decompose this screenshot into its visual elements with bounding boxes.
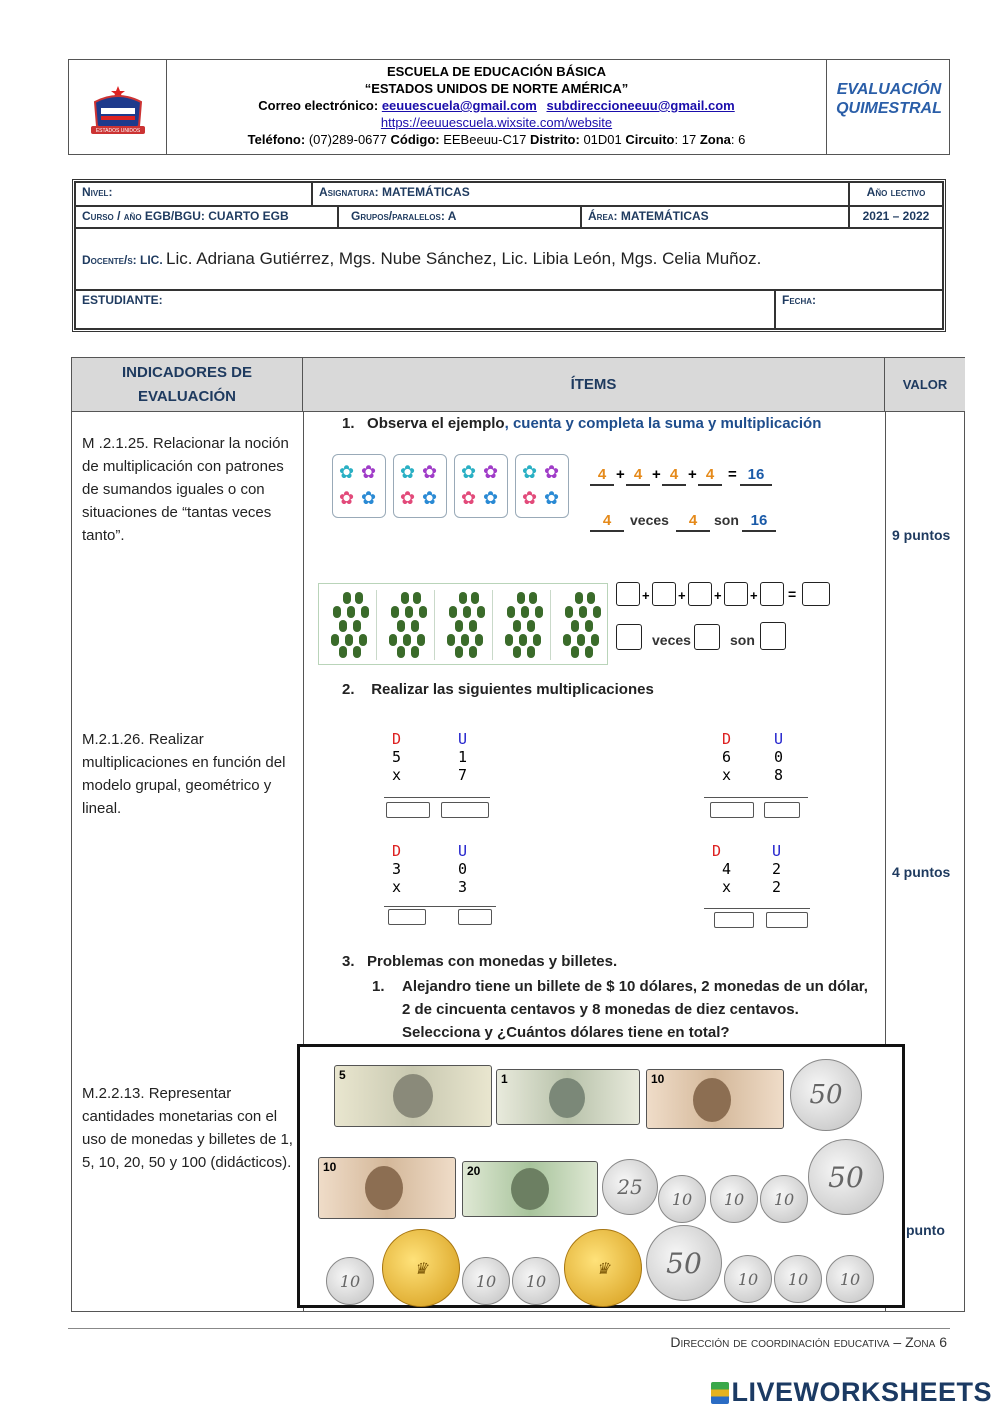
- units-header: U: [772, 842, 782, 860]
- coin-value: 10: [671, 1189, 693, 1209]
- sum-answer-row: [608, 580, 848, 612]
- subproblem-number: 1.: [372, 978, 385, 995]
- coin-10-cents[interactable]: [658, 1175, 706, 1223]
- header-indicators-line-2: EVALUACIÓN: [137, 387, 237, 405]
- website-link[interactable]: https://eeuuescuela.wixsite.com/website: [380, 115, 613, 130]
- cactus-icon: [579, 606, 587, 618]
- school-logo: [69, 60, 167, 154]
- district-value: 01D01: [583, 132, 622, 147]
- bill-denomination: 5: [339, 1068, 346, 1082]
- cactus-icon: [461, 634, 469, 646]
- cactus-icon: [527, 646, 535, 658]
- times-answer-row: [608, 622, 848, 656]
- cactus-icon: [353, 620, 361, 632]
- cactus-icon: [339, 620, 347, 632]
- cactus-icon: [469, 646, 477, 658]
- docentes-row: [75, 228, 943, 290]
- tens-header: D: [722, 730, 732, 748]
- bill-10-dollar[interactable]: [646, 1069, 784, 1129]
- cactus-icon: [477, 606, 485, 618]
- bill-denomination: 20: [467, 1164, 481, 1178]
- question-3-title: [342, 953, 617, 970]
- coin-value: 10: [723, 1189, 745, 1209]
- cactus-icon: [355, 592, 363, 604]
- cactus-icon: [571, 646, 579, 658]
- school-year: 2021 – 2022: [849, 206, 943, 228]
- ano-lectivo-label: Año lectivo: [849, 182, 943, 206]
- answer-box-tens[interactable]: [714, 912, 754, 928]
- curso-label: Curso / año EGB/BGU: CUARTO EGB: [75, 206, 338, 228]
- plus-sign: +: [616, 466, 625, 483]
- units-header: U: [774, 730, 784, 748]
- coin-50-cents[interactable]: [808, 1139, 884, 1215]
- evaluation-line-1: EVALUACIÓN: [836, 81, 942, 98]
- coin-value: 50: [666, 1246, 702, 1280]
- equals-sign: =: [728, 466, 737, 483]
- coin-1-dollar[interactable]: [382, 1229, 460, 1307]
- top-units-digit: 2: [772, 860, 782, 878]
- cactus-icon: [417, 634, 425, 646]
- cactus-group: [441, 590, 493, 660]
- district-label: Distrito:: [529, 132, 580, 147]
- question-2-number: 2.: [342, 681, 355, 698]
- school-header: [68, 59, 950, 155]
- liberty-icon: ♛: [413, 1258, 429, 1278]
- date-field[interactable]: [775, 290, 943, 329]
- zone-value: : 6: [730, 132, 746, 147]
- plus-sign: +: [688, 466, 697, 483]
- cactus-icon: [397, 646, 405, 658]
- coin-10-cents[interactable]: [774, 1255, 822, 1303]
- coin-value: 10: [773, 1189, 795, 1209]
- example-addend: 4: [590, 466, 614, 486]
- cactus-icon: [347, 606, 355, 618]
- cactus-group: [557, 590, 609, 660]
- circuit-label: Circuito: [625, 132, 675, 147]
- times-answer-value[interactable]: [694, 624, 720, 650]
- sum-answer-box-1[interactable]: [616, 582, 640, 606]
- cactus-icon: [507, 606, 515, 618]
- cactus-icon: [529, 592, 537, 604]
- coin-10-cents[interactable]: [462, 1257, 510, 1305]
- cactus-icon: [419, 606, 427, 618]
- sum-answer-box-3[interactable]: [688, 582, 712, 606]
- top-units-digit: 1: [458, 748, 468, 766]
- coin-value: 10: [737, 1269, 759, 1289]
- example-addend: 4: [698, 466, 722, 486]
- times-sign: x: [722, 878, 732, 896]
- plus-sign: +: [642, 588, 650, 603]
- value-1: 9 puntos: [892, 527, 951, 543]
- question-1-title: [342, 415, 821, 432]
- equals-sign: =: [788, 586, 797, 602]
- example-times: [590, 512, 820, 534]
- code-value: EEBeeuu-C17: [443, 132, 527, 147]
- cactus-icon: [411, 646, 419, 658]
- cactus-icon: [459, 592, 467, 604]
- top-units-digit: 0: [774, 748, 784, 766]
- cactus-icon: [449, 606, 457, 618]
- example-times-value: 4: [676, 512, 710, 532]
- cactus-icon: [505, 634, 513, 646]
- cactus-icon: [339, 646, 347, 658]
- cactus-icon: [469, 620, 477, 632]
- son-label: son: [730, 632, 755, 648]
- liveworksheets-brand[interactable]: [711, 1377, 992, 1408]
- grupos-label: Grupos/paralelos: A: [338, 206, 581, 228]
- student-info-table: [72, 179, 946, 332]
- header-value: VALOR: [885, 358, 965, 412]
- email-label: Correo electrónico:: [258, 98, 379, 113]
- liberty-icon: ♛: [595, 1258, 611, 1278]
- tens-header: D: [712, 842, 722, 860]
- cactus-icon: [521, 606, 529, 618]
- coin-value: 10: [839, 1269, 861, 1289]
- coin-1-dollar[interactable]: [564, 1229, 642, 1307]
- units-header: U: [458, 730, 468, 748]
- question-1-text-b: , cuenta y completa la suma y multiplicación: [504, 415, 822, 432]
- liveworksheets-text: LIVEWORKSHEETS: [731, 1377, 992, 1407]
- multiplier-digit: 8: [774, 766, 784, 784]
- cactus-icon: [563, 634, 571, 646]
- cactus-icon: [455, 646, 463, 658]
- cactus-icon: [331, 634, 339, 646]
- answer-box-units[interactable]: [766, 912, 808, 928]
- coin-value: 10: [787, 1269, 809, 1289]
- top-tens-digit: 4: [722, 860, 732, 878]
- indicator-1: M .2.1.25. Relacionar la noción de multiplicación con patrones de sumandos iguales o con situaciones de “tantas veces tanto”.: [82, 435, 289, 544]
- zone-label: Zona: [699, 132, 731, 147]
- tens-header: D: [392, 730, 402, 748]
- times-sign: x: [722, 766, 732, 784]
- cactus-icon: [359, 634, 367, 646]
- answer-box-units[interactable]: [764, 802, 800, 818]
- bill-5-dollar[interactable]: [334, 1065, 492, 1127]
- email-link-2[interactable]: subdireccioneeuu@gmail.com: [546, 98, 735, 113]
- coin-value: 10: [475, 1271, 497, 1291]
- coin-50-cents[interactable]: [646, 1225, 722, 1301]
- cactus-icon: [585, 620, 593, 632]
- cactus-icon: [447, 634, 455, 646]
- top-tens-digit: 6: [722, 748, 732, 766]
- cactus-icon: [575, 592, 583, 604]
- times-sign: x: [392, 766, 402, 784]
- question-3-subproblem: [372, 975, 872, 1044]
- example-addend: 4: [662, 466, 686, 486]
- veces-label: veces: [652, 632, 691, 648]
- coin-value: 50: [809, 1080, 843, 1110]
- bill-denomination: 10: [651, 1072, 665, 1086]
- coin-10-cents[interactable]: [710, 1175, 758, 1223]
- veces-label: veces: [630, 512, 669, 528]
- plus-sign: +: [750, 588, 758, 603]
- cactus-icon: [353, 646, 361, 658]
- son-label: son: [714, 512, 739, 528]
- units-header: U: [458, 842, 468, 860]
- question-1-text-a: Observa el ejemplo: [367, 415, 505, 432]
- nivel-label: Nivel:: [75, 182, 312, 206]
- liveworksheets-logo-icon: [711, 1382, 729, 1404]
- cactus-icon: [411, 620, 419, 632]
- cactus-icon: [471, 592, 479, 604]
- cactus-icon: [535, 606, 543, 618]
- bill-denomination: 1: [501, 1072, 508, 1086]
- logo-text: ESTADOS UNIDOS: [95, 128, 141, 134]
- date-label: Fecha:: [782, 293, 816, 307]
- money-selection-area: [297, 1044, 905, 1308]
- header-items: ÍTEMS: [303, 358, 885, 412]
- cactus-icon: [455, 620, 463, 632]
- tens-header: D: [392, 842, 402, 860]
- answer-box-tens[interactable]: [710, 802, 754, 818]
- coin-10-cents[interactable]: [826, 1255, 874, 1303]
- cactus-group: [325, 590, 377, 660]
- cactus-icon: [361, 606, 369, 618]
- cactus-icon: [513, 646, 521, 658]
- example-times-total: 16: [742, 512, 776, 532]
- cactus-icon: [587, 592, 595, 604]
- cactus-group: [499, 590, 551, 660]
- cactus-icon: [513, 620, 521, 632]
- evaluation-line-2: QUIMESTRAL: [836, 100, 942, 117]
- flower-group: ✿ ✿ ✿ ✿: [454, 454, 508, 518]
- coin-10-cents[interactable]: [326, 1257, 374, 1305]
- bill-1-dollar[interactable]: [496, 1069, 640, 1125]
- plus-sign: +: [678, 588, 686, 603]
- subproblem-text: Alejandro tiene un billete de $ 10 dólares, 2 monedas de un dólar, 2 de cincuenta centavos y 8 monedas de diez centavos. Selecciona y ¿Cuántos dólares tiene en total?: [402, 978, 868, 1041]
- value-3: punto: [906, 1222, 945, 1238]
- cactus-icon: [405, 606, 413, 618]
- question-3-number: 3.: [342, 953, 355, 970]
- flower-group: ✿ ✿ ✿ ✿: [332, 454, 386, 518]
- footer-divider: [68, 1328, 950, 1329]
- coin-value: 10: [339, 1271, 361, 1291]
- multiplier-digit: 2: [772, 878, 782, 896]
- multiplier-digit: 7: [458, 766, 468, 784]
- header-indicators: [72, 358, 303, 412]
- asignatura-label: Asignatura: MATEMÁTICAS: [312, 182, 849, 206]
- example-sum: [590, 466, 820, 488]
- top-tens-digit: 5: [392, 748, 402, 766]
- cactus-icon: [397, 620, 405, 632]
- question-2-title: [342, 681, 654, 698]
- school-name: “ESTADOS UNIDOS DE NORTE AMÉRICA”: [364, 81, 629, 96]
- circuit-value: : 17: [674, 132, 697, 147]
- sum-answer-box-5[interactable]: [760, 582, 784, 606]
- question-1-number: 1.: [342, 415, 355, 432]
- cactus-icon: [463, 606, 471, 618]
- coin-50-cents[interactable]: [790, 1059, 862, 1131]
- top-units-digit: 0: [458, 860, 468, 878]
- bill-denomination: 10: [323, 1160, 337, 1174]
- answer-box-tens[interactable]: [388, 909, 426, 925]
- student-field[interactable]: [75, 290, 775, 329]
- bill-20-dollar[interactable]: [462, 1161, 598, 1217]
- header-indicators-line-1: INDICADORES DE: [121, 363, 252, 381]
- bill-10-dollar[interactable]: [318, 1157, 456, 1219]
- coin-value: 25: [617, 1175, 643, 1199]
- answer-box-units[interactable]: [441, 802, 489, 818]
- cactus-strip: [318, 583, 608, 665]
- phone-label: Teléfono:: [247, 132, 306, 147]
- student-label: ESTUDIANTE:: [82, 293, 163, 307]
- docentes-label: Docente/s: LIC.: [82, 253, 163, 267]
- cactus-icon: [585, 646, 593, 658]
- indicator-3: M.2.2.13. Representar cantidades monetarias con el uso de monedas y billetes de 1, 5, 10, 20, 50 y 100 (didácticos).: [82, 1085, 293, 1171]
- example-times-count: 4: [590, 512, 624, 532]
- question-2-text: Realizar las siguientes multiplicaciones: [371, 681, 654, 698]
- coin-10-cents[interactable]: [512, 1257, 560, 1305]
- question-3-text: Problemas con monedas y billetes.: [367, 953, 618, 970]
- times-answer-total[interactable]: [760, 622, 786, 650]
- indicator-2: M.2.1.26. Realizar multiplicaciones en función del modelo grupal, geométrico y lineal.: [82, 731, 286, 817]
- coin-25-cents[interactable]: [602, 1159, 658, 1215]
- cactus-icon: [475, 634, 483, 646]
- top-tens-digit: 3: [392, 860, 402, 878]
- coin-value: 50: [828, 1160, 864, 1194]
- sum-answer-total[interactable]: [802, 582, 830, 606]
- multiplier-digit: 3: [458, 878, 468, 896]
- times-answer-count[interactable]: [616, 624, 642, 650]
- cactus-icon: [403, 634, 411, 646]
- cactus-icon: [343, 592, 351, 604]
- plus-sign: +: [652, 466, 661, 483]
- email-link-1[interactable]: eeuuescuela@gmail.com: [381, 98, 537, 113]
- plus-sign: +: [714, 588, 722, 603]
- cactus-icon: [389, 634, 397, 646]
- code-label: Código:: [390, 132, 440, 147]
- sum-answer-box-4[interactable]: [724, 582, 748, 606]
- area-label: Área: MATEMÁTICAS: [581, 206, 849, 228]
- cactus-icon: [527, 620, 535, 632]
- cactus-icon: [591, 634, 599, 646]
- cactus-icon: [517, 592, 525, 604]
- cactus-icon: [345, 634, 353, 646]
- answer-box-tens[interactable]: [386, 802, 430, 818]
- cactus-icon: [533, 634, 541, 646]
- school-info: [167, 60, 827, 154]
- cactus-icon: [401, 592, 409, 604]
- cactus-icon: [593, 606, 601, 618]
- phone-value: (07)289-0677: [308, 132, 387, 147]
- cactus-icon: [565, 606, 573, 618]
- school-type: ESCUELA DE EDUCACIÓN BÁSICA: [386, 64, 607, 79]
- cactus-icon: [413, 592, 421, 604]
- flower-group: ✿ ✿ ✿ ✿: [515, 454, 569, 518]
- footer-text: Dirección de coordinación educativa – Zona 6: [670, 1334, 947, 1350]
- cactus-icon: [519, 634, 527, 646]
- cactus-icon: [571, 620, 579, 632]
- coin-value: 10: [525, 1271, 547, 1291]
- example-total: 16: [740, 466, 772, 486]
- evaluation-title: [829, 80, 949, 118]
- flower-group: ✿ ✿ ✿ ✿: [393, 454, 447, 518]
- cactus-group: [383, 590, 435, 660]
- coin-10-cents[interactable]: [724, 1255, 772, 1303]
- coin-10-cents[interactable]: [760, 1175, 808, 1223]
- value-2: 4 puntos: [892, 864, 951, 880]
- cactus-icon: [333, 606, 341, 618]
- docentes-names: Lic. Adriana Gutiérrez, Mgs. Nube Sánchez, Lic. Libia León, Mgs. Celia Muñoz.: [166, 249, 762, 268]
- answer-box-units[interactable]: [458, 909, 492, 925]
- cactus-icon: [391, 606, 399, 618]
- cactus-icon: [577, 634, 585, 646]
- sum-answer-box-2[interactable]: [652, 582, 676, 606]
- example-addend: 4: [626, 466, 650, 486]
- times-sign: x: [392, 878, 402, 896]
